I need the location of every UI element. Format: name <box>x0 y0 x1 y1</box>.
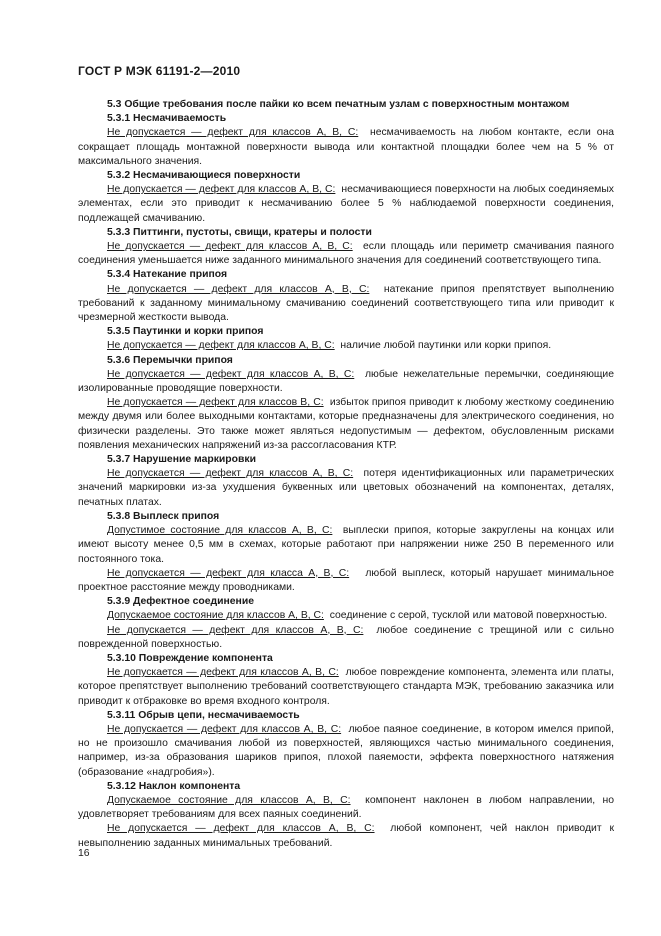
section-heading: 5.3.4 Натекание припоя <box>107 269 228 281</box>
condition-label: Не допускается — дефект для классов А, В, С: <box>107 468 354 480</box>
section-heading: 5.3.2 Несмачивающиеся поверхности <box>107 170 301 182</box>
section-heading: 5.3.10 Повреждение компонента <box>107 652 273 664</box>
paragraph <box>78 723 617 780</box>
condition-label: Не допускается — дефект для классов В, С: <box>107 397 324 409</box>
paragraph <box>78 524 617 567</box>
page-number: 16 <box>78 848 90 859</box>
paragraph <box>78 339 614 353</box>
condition-label: Не допускается — дефект для классов А, В, С: <box>107 184 336 196</box>
section-heading: 5.3.8 Выплеск припоя <box>107 510 220 522</box>
condition-label: Не допускается — дефект для классов А, В, С: <box>107 127 359 139</box>
section-heading: 5.3.5 Паутинки и корки припоя <box>107 326 264 338</box>
paragraph-text: потеря идентификационных или параметрических значений маркировки из-за ухудшения буквенных или цветовых обозначений на компонентах, деталях, печатных платах. <box>78 468 617 508</box>
document-body <box>78 98 617 851</box>
paragraph <box>78 126 617 169</box>
section-heading: 5.3.11 Обрыв цепи, несмачиваемость <box>107 709 300 721</box>
section-heading: 5.3.7 Нарушение маркировки <box>107 454 256 466</box>
paragraph <box>78 822 617 850</box>
section-heading: 5.3.6 Перемычки припоя <box>107 354 233 366</box>
paragraph-text: выплески припоя, которые закруглены на концах или имеют высоту менее 0,5 мм в схемах, которые работают при напряжении ниже 250 В переменного или постоянного тока. <box>78 525 617 565</box>
section-heading: 5.3 Общие требования после пайки ко всем печатным узлам с поверхностным монтажом <box>107 99 570 110</box>
paragraph-text: если площадь или периметр смачивания паяного соединения уменьшается ниже заданного минимального значения для соединений соответствующего типа. <box>78 241 617 267</box>
condition-label: Допускаемое состояние для классов А, В, С: <box>107 610 324 622</box>
condition-label: Допустимое состояние для классов А, В, С: <box>107 525 333 537</box>
paragraph <box>78 183 617 226</box>
document-header: ГОСТ Р МЭК 61191-2—2010 <box>78 64 241 78</box>
paragraph-text: несмачивающиеся поверхности на любых соединяемых элементах, если это приводит к несмачиванию более 5 % наблюдаемой поверхности соединения, подлежащей смачиванию. <box>78 184 617 224</box>
paragraph <box>78 283 617 326</box>
paragraph-text: компонент наклонен в любом направлении, но удовлетворяет требованиям для всех паяных соединений. <box>78 794 617 821</box>
section-heading: 5.3.3 Питтинги, пустоты, свищи, кратеры и полости <box>107 226 372 238</box>
paragraph-text: любое повреждение компонента, элемента или платы, которое препятствует выполнению требований соответствующего стандарта МЭК, требованию заказчика или приводит к отбраковке во время входного контроля. <box>78 667 617 707</box>
condition-label: Допускаемое состояние для классов А, В, С: <box>107 794 351 806</box>
paragraph <box>78 240 617 268</box>
paragraph-text: избыток припоя приводит к любому жесткому соединению между двумя или более выходными контактами, которые предназначены для электрического соединения, но физически разделены. Это также может являться недопустимым — дефектом, обусловленным рисками появления механических напряжений из-за рассогласования КТР. <box>78 397 617 451</box>
section-heading: 5.3.9 Дефектное соединение <box>107 596 255 608</box>
paragraph <box>78 794 617 822</box>
condition-label: Не допускается — дефект для класса А, В, С: <box>107 567 350 579</box>
paragraph <box>78 396 617 453</box>
condition-label: Не допускается — дефект для классов А, В, С: <box>107 624 364 636</box>
paragraph <box>78 467 617 510</box>
condition-label: Не допускается — дефект для классов А, В, С: <box>107 723 342 735</box>
paragraph-text: любой выплеск, который нарушает минимальное проектное расстояние между проводниками. <box>78 567 617 593</box>
section-heading: 5.3.12 Наклон компонента <box>107 780 241 792</box>
condition-label: Не допускается — дефект для классов А, В, С: <box>107 241 353 253</box>
paragraph-text: наличие любой паутинки или корки припоя. <box>334 340 552 352</box>
condition-label: Не допускается — дефект для классов А, В, С: <box>107 340 335 352</box>
condition-label: Не допускается — дефект для классов А, В, С: <box>107 283 370 295</box>
paragraph-text: несмачиваемость на любом контакте, если она сокращает площадь монтажной поверхности вывода или контактной площадки более чем на 5 % от максимального значения. <box>78 127 617 167</box>
paragraph-text: любой компонент, чей наклон приводит к невыполнению заданных минимальных требований. <box>78 823 617 849</box>
paragraph <box>78 666 617 709</box>
paragraph <box>78 368 617 396</box>
condition-label: Не допускается — дефект для классов А, В, С: <box>107 368 355 380</box>
paragraph-text: любое паяное соединение, в котором имелся припой, но не произошло смачивания любой из поверхностей, являющихся частью минимального соединения, например, из-за образования шариков припоя, плохой паяемости, эффекта поверхностного натяжения (образование «надгробия»). <box>78 723 617 778</box>
paragraph-text: натекание припоя препятствует выполнению требований к заданному минимальному смачиванию соединений соответствующего типа или приводит к чрезмерной жесткости вывода. <box>78 283 617 324</box>
paragraph-text: любое соединение с трещиной или с сильно поврежденной поверхностью. <box>78 624 617 650</box>
paragraph-text: соединение с серой, тусклой или матовой поверхностью. <box>323 610 608 622</box>
condition-label: Не допускается — дефект для классов А, В, С: <box>107 667 339 679</box>
condition-label: Не допускается — дефект для классов А, В, С: <box>107 823 375 835</box>
paragraph <box>78 567 617 595</box>
paragraph <box>78 609 614 623</box>
section-heading: 5.3.1 Несмачиваемость <box>107 113 227 125</box>
paragraph <box>78 624 617 652</box>
paragraph-text: любые нежелательные перемычки, соединяющие изолированные проводящие поверхности. <box>78 368 617 395</box>
